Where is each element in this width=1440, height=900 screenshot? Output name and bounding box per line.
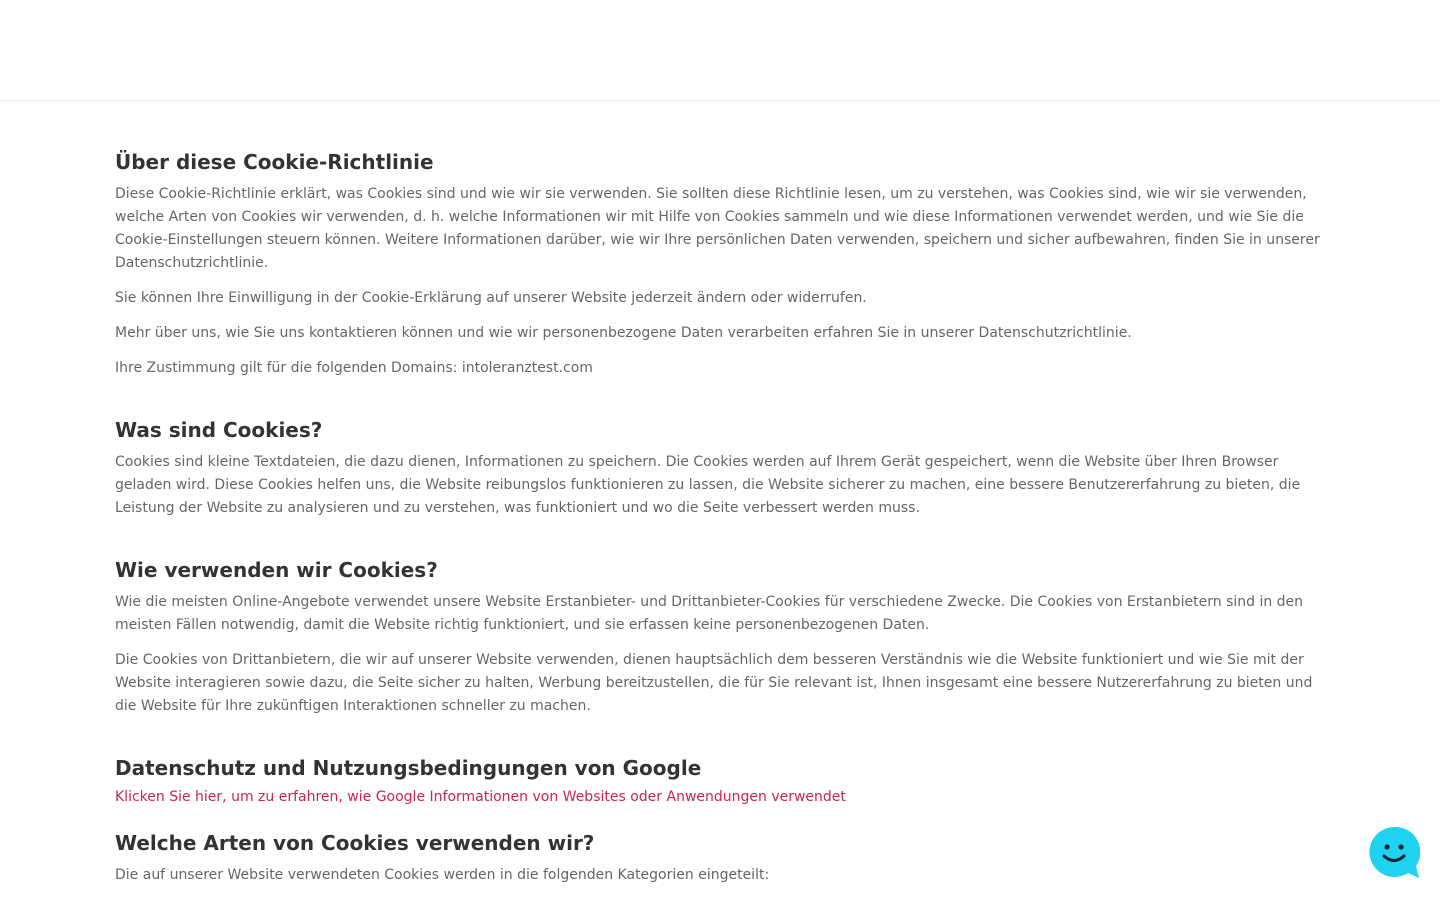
paragraph: Die Cookies von Drittanbietern, die wir auf unserer Website verwenden, dienen hauptsächlich dem besseren Verständnis wie die Website funktioniert und wie Sie mit der Website interagieren sowie dazu, die Seite sicher zu halten, Werbung bereitzustellen, die für Sie relevant ist, Ihnen insgesamt eine bessere Nutzererfahrung zu bieten und die Website für Ihre zukünftigen Interaktionen schneller zu machen. <box>115 652 1313 714</box>
section-about-cookie-policy <box>115 149 1325 380</box>
chat-widget-button[interactable] <box>1368 826 1420 878</box>
paragraph: Wie die meisten Online-Angebote verwendet unsere Website Erstanbieter- und Drittanbieter-Cookies für verschiedene Zwecke. Die Cookies von Erstanbietern sind in den meisten Fällen notwendig, damit die Website richtig funktioniert, und sie erfassen keine personenbezogenen Daten. <box>115 594 1304 633</box>
paragraph: Diese Cookie-Richtlinie erklärt, was Cookies sind und wie wir sie verwenden. Sie sollten diese Richtlinie lesen, um zu verstehen, was Cookies sind, wie wir sie verwenden, welche Arten von Cookies wir verwenden, d. h. welche Informationen wir mit Hilfe von Cookies sammeln und wie diese Informationen verwendet werden, und wie Sie die Cookie-Einstellungen steuern können. Weitere Informationen darüber, wie wir Ihre persönlichen Daten verwenden, speichern und sicher aufbewahren, finden Sie in unserer Datenschutzrichtlinie. <box>115 186 1320 271</box>
heading-cookie-types: Welche Arten von Cookies verwenden wir? <box>115 831 595 855</box>
section-google-privacy <box>115 755 1325 806</box>
heading-what-are-cookies: Was sind Cookies? <box>115 418 323 442</box>
section-what-are-cookies <box>115 417 1325 520</box>
site-header <box>0 0 1440 101</box>
smiley-chat-icon <box>1368 826 1420 878</box>
google-privacy-link[interactable]: Klicken Sie hier, um zu erfahren, wie Google Informationen von Websites oder Anwendungen verwendet <box>115 789 846 805</box>
heading-how-we-use-cookies: Wie verwenden wir Cookies? <box>115 558 438 582</box>
paragraph: Cookies sind kleine Textdateien, die dazu dienen, Informationen zu speichern. Die Cookies werden auf Ihrem Gerät gespeichert, wenn die Website über Ihren Browser geladen wird. Diese Cookies helfen uns, die Website reibungslos funktionieren zu lassen, die Website sicherer zu machen, eine bessere Benutzererfahrung zu bieten, die Leistung der Website zu analysieren und zu verstehen, was funktioniert und wo die Seite verbessert werden muss. <box>115 454 1301 516</box>
heading-google-privacy: Datenschutz und Nutzungsbedingungen von Google <box>115 756 702 780</box>
cookie-policy-content <box>115 101 1325 887</box>
section-how-we-use-cookies <box>115 557 1325 718</box>
paragraph: Sie können Ihre Einwilligung in der Cookie-Erklärung auf unserer Website jederzeit ändern oder widerrufen. <box>115 290 867 306</box>
paragraph: Ihre Zustimmung gilt für die folgenden Domains: intoleranztest.com <box>115 360 593 376</box>
paragraph: Die auf unserer Website verwendeten Cookies werden in die folgenden Kategorien eingeteilt: <box>115 867 770 883</box>
section-cookie-types <box>115 830 1325 887</box>
paragraph: Mehr über uns, wie Sie uns kontaktieren können und wie wir personenbezogene Daten verarbeiten erfahren Sie in unserer Datenschutzrichtlinie. <box>115 325 1132 341</box>
heading-about-cookie-policy: Über diese Cookie-Richtlinie <box>115 150 434 174</box>
